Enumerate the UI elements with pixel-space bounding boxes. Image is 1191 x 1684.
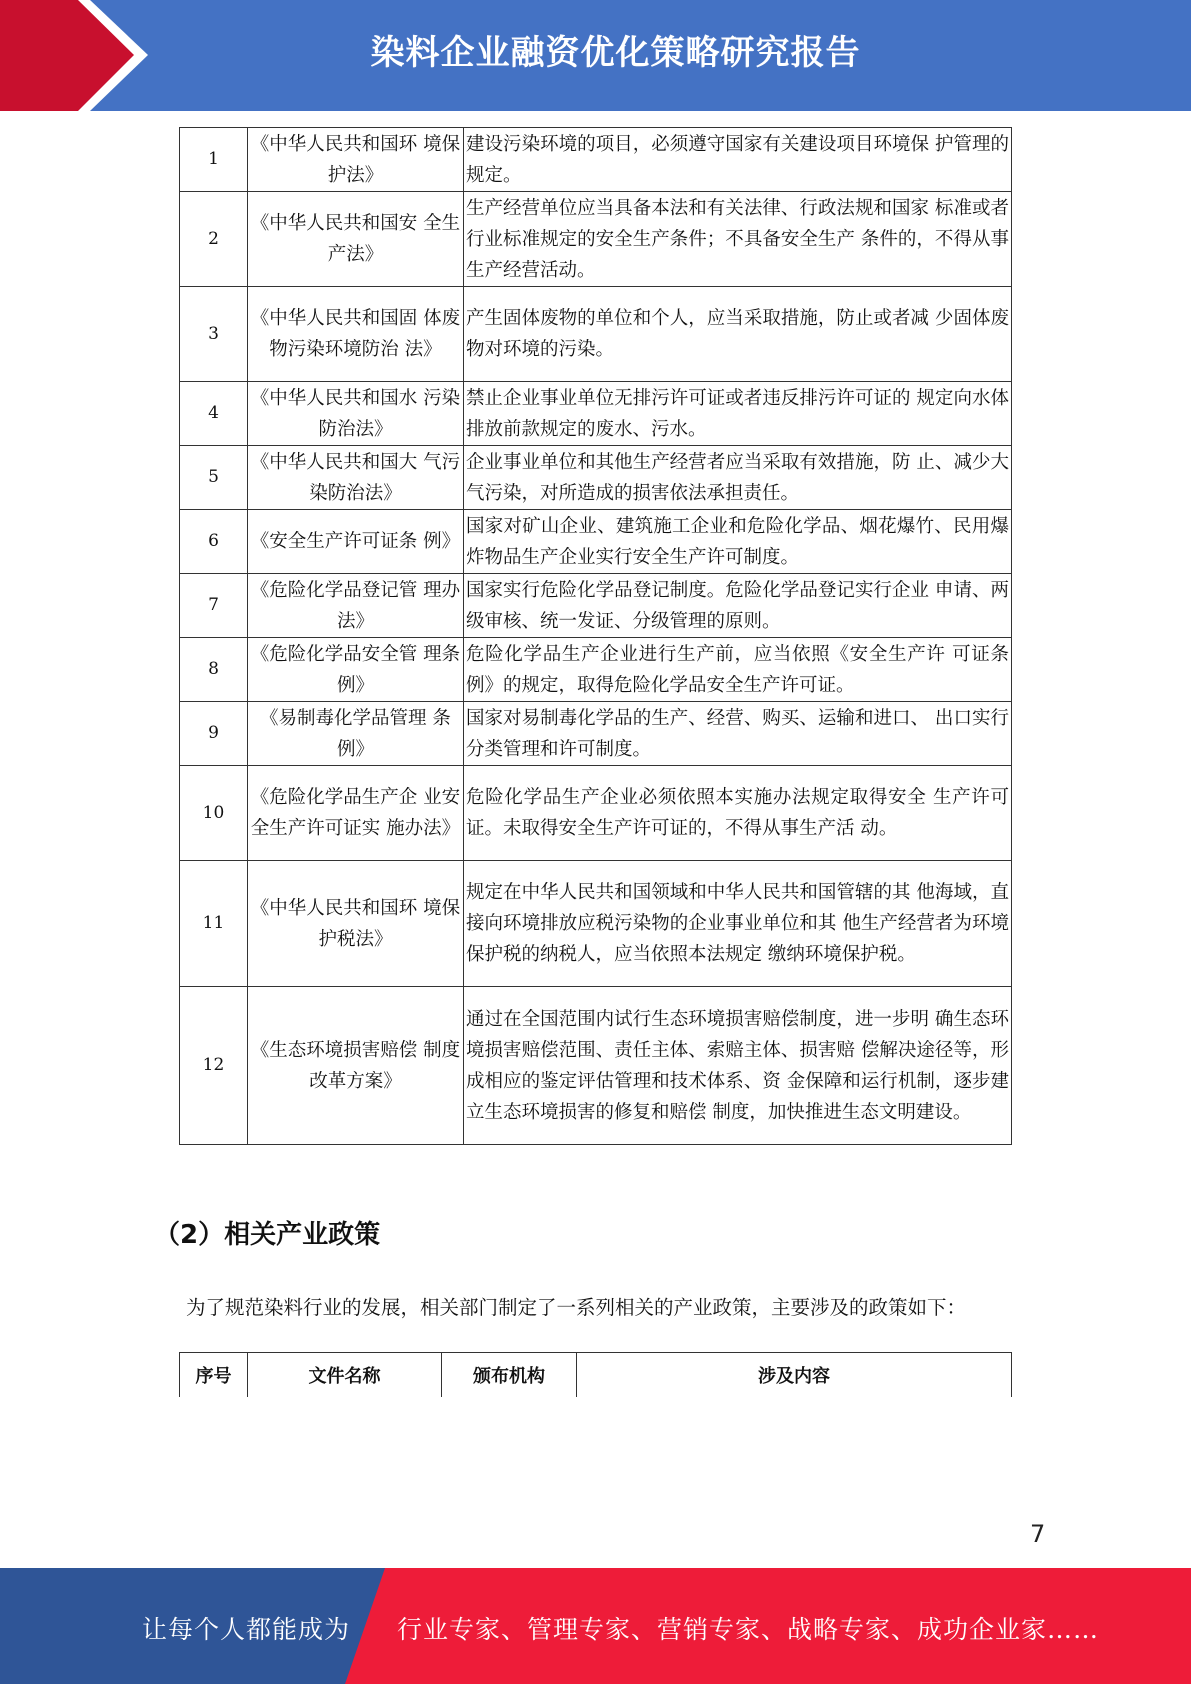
- regulation-number: 9: [180, 702, 248, 766]
- regulation-number: 3: [180, 287, 248, 382]
- regulation-row: [180, 192, 1012, 287]
- regulation-name: 《中华人民共和国固 体废物污染环境防治 法》: [248, 287, 464, 382]
- regulation-number: 11: [180, 861, 248, 987]
- regulation-row: [180, 861, 1012, 987]
- regulation-number: 8: [180, 638, 248, 702]
- report-title: 染料企业融资优化策略研究报告: [370, 33, 861, 73]
- regulation-name: 《中华人民共和国大 气污染防治法》: [248, 446, 464, 510]
- regulation-content: 危险化学品生产企业必须依照本实施办法规定取得安全 生产许可证。未取得安全生产许可证的，不得从事生产活 动。: [464, 766, 1012, 861]
- regulation-number: 12: [180, 987, 248, 1145]
- regulation-number: 5: [180, 446, 248, 510]
- regulation-content: 危险化学品生产企业进行生产前，应当依照《安全生产许 可证条例》的规定，取得危险化学品安全生产许可证。: [464, 638, 1012, 702]
- regulation-name: 《危险化学品登记管 理办法》: [248, 574, 464, 638]
- page-header: [0, 0, 1191, 111]
- regulation-row: [180, 987, 1012, 1145]
- policy-table-header-row: [180, 1353, 1012, 1397]
- page-footer: [0, 1568, 1191, 1684]
- regulation-name: 《危险化学品安全管 理条例》: [248, 638, 464, 702]
- regulation-row: [180, 510, 1012, 574]
- regulation-row: [180, 702, 1012, 766]
- regulation-name: 《易制毒化学品管理 条例》: [248, 702, 464, 766]
- regulation-name: 《安全生产许可证条 例》: [248, 510, 464, 574]
- header-cell-issuing-body: 颁布机构: [442, 1353, 577, 1397]
- policy-table: [179, 1352, 1012, 1397]
- regulations-table: [179, 127, 1012, 1145]
- regulation-content: 通过在全国范围内试行生态环境损害赔偿制度，进一步明 确生态环境损害赔偿范围、责任主体、索赔主体、损害赔 偿解决途径等，形成相应的鉴定评估管理和技术体系、资 金保障和运行机制，逐步建立生态环境损害的修复和赔偿 制度，加快推进生态文明建设。: [464, 987, 1012, 1145]
- regulation-row: [180, 287, 1012, 382]
- regulation-number: 6: [180, 510, 248, 574]
- footer-slogan-left: 让每个人都能成为: [142, 1615, 351, 1644]
- regulation-number: 7: [180, 574, 248, 638]
- regulation-name: 《中华人民共和国安 全生产法》: [248, 192, 464, 287]
- regulation-content: 生产经营单位应当具备本法和有关法律、行政法规和国家 标准或者行业标准规定的安全生产条件；不具备安全生产 条件的，不得从事生产经营活动。: [464, 192, 1012, 287]
- regulation-name: 《中华人民共和国环 境保护税法》: [248, 861, 464, 987]
- header-cell-document-name: 文件名称: [248, 1353, 442, 1397]
- regulation-content: 企业事业单位和其他生产经营者应当采取有效措施，防 止、减少大气污染，对所造成的损害依法承担责任。: [464, 446, 1012, 510]
- header-cell-content: 涉及内容: [577, 1353, 1012, 1397]
- regulation-row: [180, 766, 1012, 861]
- regulation-number: 10: [180, 766, 248, 861]
- regulation-number: 4: [180, 382, 248, 446]
- regulation-content: 建设污染环境的项目，必须遵守国家有关建设项目环境保 护管理的规定。: [464, 128, 1012, 192]
- header-arrow-decoration: [0, 0, 160, 111]
- regulation-number: 1: [180, 128, 248, 192]
- regulation-content: 国家对易制毒化学品的生产、经营、购买、运输和进口、 出口实行分类管理和许可制度。: [464, 702, 1012, 766]
- regulation-content: 国家实行危险化学品登记制度。危险化学品登记实行企业 申请、两级审核、统一发证、分级管理的原则。: [464, 574, 1012, 638]
- regulation-name: 《中华人民共和国水 污染防治法》: [248, 382, 464, 446]
- regulation-content: 国家对矿山企业、建筑施工企业和危险化学品、烟花爆竹、民用爆炸物品生产企业实行安全生产许可制度。: [464, 510, 1012, 574]
- regulation-name: 《生态环境损害赔偿 制度改革方案》: [248, 987, 464, 1145]
- regulation-name: 《危险化学品生产企 业安全生产许可证实 施办法》: [248, 766, 464, 861]
- regulation-number: 2: [180, 192, 248, 287]
- regulation-name: 《中华人民共和国环 境保护法》: [248, 128, 464, 192]
- regulation-row: [180, 574, 1012, 638]
- page-number: 7: [1030, 1520, 1046, 1548]
- section-heading: （2）相关产业政策: [154, 1220, 381, 1250]
- regulation-content: 禁止企业事业单位无排污许可证或者违反排污许可证的 规定向水体排放前款规定的废水、污水。: [464, 382, 1012, 446]
- regulation-row: [180, 128, 1012, 192]
- footer-slogan-right: 行业专家、管理专家、营销专家、战略专家、成功企业家……: [397, 1615, 1100, 1644]
- section-intro: 为了规范染料行业的发展，相关部门制定了一系列相关的产业政策，主要涉及的政策如下：: [186, 1296, 967, 1319]
- regulation-row: [180, 382, 1012, 446]
- header-cell-index: 序号: [180, 1353, 248, 1397]
- regulation-row: [180, 638, 1012, 702]
- regulation-row: [180, 446, 1012, 510]
- regulation-content: 产生固体废物的单位和个人，应当采取措施，防止或者减 少固体废物对环境的污染。: [464, 287, 1012, 382]
- regulation-content: 规定在中华人民共和国领域和中华人民共和国管辖的其 他海域，直接向环境排放应税污染物的企业事业单位和其 他生产经营者为环境保护税的纳税人，应当依照本法规定 缴纳环境保护税。: [464, 861, 1012, 987]
